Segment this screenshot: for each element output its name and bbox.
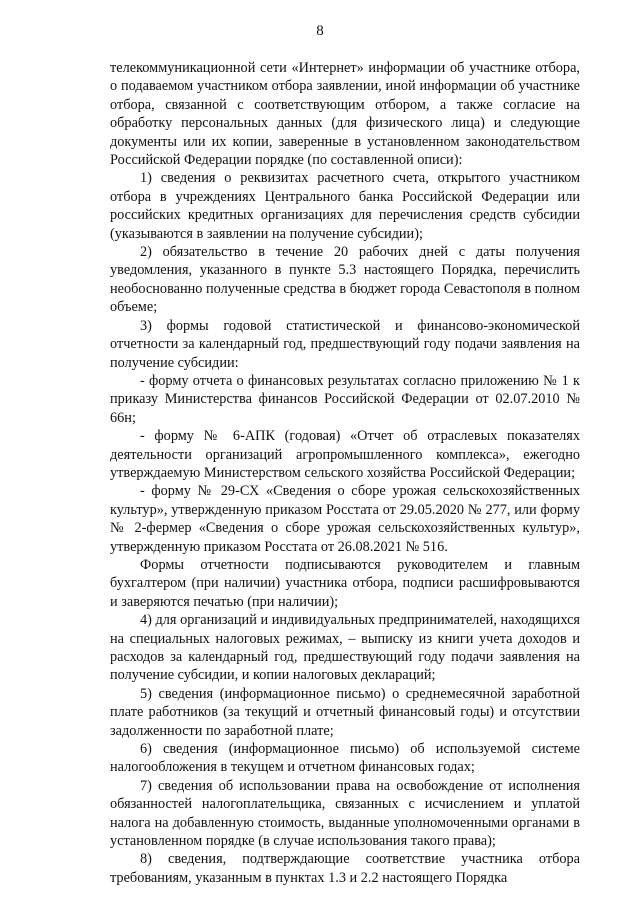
paragraph-item-5-salary: 5) сведения (информационное письмо) о среднемесячной заработной плате работников (за текущий и отчетный финансовый годы) и отсутствии задолженности по заработной плате; — [110, 685, 580, 739]
paragraph-sub-form-29-sh: - форму № 29-СХ «Сведения о сборе урожая сельскохозяйственных культур», утвержденную приказом Росстата от 29.05.2020 № 277, или форму № 2-фермер «Сведения о сборе урожая сельскохозяйственных культур», утвержденную приказом Росстата от 26.08.2021 № 516. — [110, 483, 580, 555]
page-number: 8 — [316, 23, 324, 39]
paragraph-item-1-bank-details: 1) сведения о реквизитах расчетного счета, открытого участником отбора в учреждениях Центрального банка Российской Федерации или российских кредитных организациях для перечисления средств субсидии (указываются в заявлении на получение субсидии); — [110, 170, 580, 242]
paragraph-item-2-obligation: 2) обязательство в течение 20 рабочих дней с даты получения уведомления, указанного в пункте 5.3 настоящего Порядка, перечислить необоснованно полученные средства в бюджет города Севастополя в полном объеме; — [110, 244, 580, 316]
paragraph-sub-form-6-apk: - форму № 6-АПК (годовая) «Отчет об отраслевых показателях деятельности организаций агропромышленного комплекса», ежегодно утверждаемую Министерством сельского хозяйства Российской Федерации; — [110, 428, 580, 481]
paragraph-forms-signing: Формы отчетности подписываются руководителем и главным бухгалтером (при наличии) участника отбора, подписи расшифровываются и заверяются печатью (при наличии); — [110, 556, 580, 610]
paragraph-sub-financial-results: - форму отчета о финансовых результатах согласно приложению № 1 к приказу Министерства финансов Российской Федерации от 02.07.2010 № 66н; — [110, 372, 580, 426]
paragraph-item-7-vat-exemption: 7) сведения об использовании права на освобождение от исполнения обязанностей налогоплательщика, связанных с исчислением и уплатой налога на добавленную стоимость, выданные уполномоченными органами в установленном порядке (в случае использования такого права); — [110, 777, 580, 850]
paragraph-item-4-income-book: 4) для организаций и индивидуальных предпринимателей, находящихся на специальных налоговых режимах, – выписку из книги учета доходов и расходов за календарный год, предшествующий году подачи заявления на получение субсидии, и копии налоговых деклараций; — [110, 612, 580, 684]
paragraph-intro-continuation: телекоммуникационной сети «Интернет» информации об участнике отбора, о подаваемом участником отбора заявлении, иной информации об участнике отбора, связанной с соответствующим отбором, а также согласие на обработку персональных данных (для физического лица) и следующие документы или их копии, заверенные в установленном законодательством Российской Федерации порядке (по составленной описи): — [110, 60, 580, 169]
paragraph-item-8-requirements: 8) сведения, подтверждающие соответствие участника отбора требованиям, указанным в пунктах 1.3 и 2.2 настоящего Порядка — [110, 851, 580, 886]
document-body — [110, 59, 580, 887]
paragraph-item-3-reporting-forms: 3) формы годовой статистической и финансово-экономической отчетности за календарный год, предшествующий году подачи заявления на получение субсидии: — [110, 317, 580, 371]
paragraph-item-6-tax-system: 6) сведения (информационное письмо) об используемой системе налогообложения в текущем и отчетном финансовых годах; — [110, 741, 580, 776]
